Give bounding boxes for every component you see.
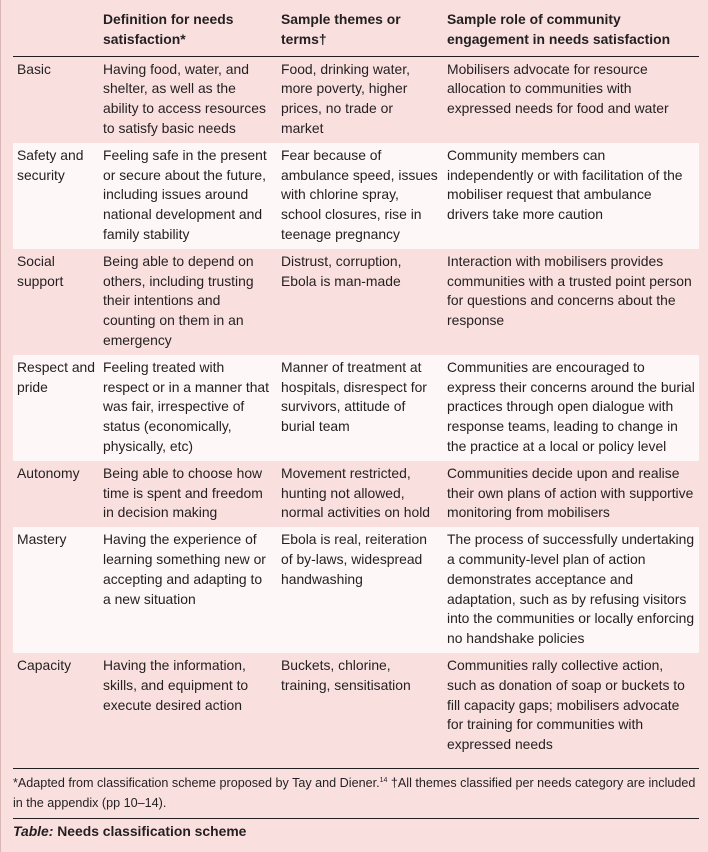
table-row [13, 527, 699, 653]
table-row [13, 653, 699, 759]
footnote-reference: 14 [379, 777, 388, 784]
row-themes: Ebola is real, reiteration of by-laws, widespread handwashing [277, 527, 443, 653]
row-category: Capacity [17, 656, 72, 673]
footnote-text-2: †All themes classified per needs category are included in the appendix (pp 10–14). [13, 776, 696, 811]
row-definition: Having the information, skills, and equipment to execute desired action [103, 656, 249, 713]
row-definition: Being able to depend on others, including trusting their intentions and counting on them in an emergency [103, 252, 254, 348]
row-definition: Feeling safe in the present or secure about the future, including issues around national development and family stability [99, 143, 277, 249]
row-category: Mastery [13, 527, 99, 653]
header-role: Sample role of community engagement in needs satisfaction [443, 4, 699, 56]
row-category: Respect and pride [13, 355, 99, 461]
footnote-text: *Adapted from classification scheme proposed by Tay and Diener. [13, 776, 380, 791]
row-definition: Being able to choose how time is spent and freedom in decision making [103, 464, 263, 521]
table-row [13, 56, 699, 143]
table-row [13, 355, 699, 461]
table-caption [13, 818, 699, 839]
row-role: Mobilisers advocate for resource allocation to communities with expressed needs for food and water [447, 60, 669, 117]
row-category: Safety and security [13, 143, 99, 249]
row-category: Social support [17, 252, 64, 289]
table-row [13, 461, 699, 527]
row-role: Communities rally collective action, such as donation of soap or buckets to fill capacity gaps; mobilisers advocate for training for communities with expressed needs [447, 656, 685, 753]
needs-table [13, 4, 699, 759]
row-role: Community members can independently or with facilitation of the mobiliser request that ambulance drivers take more caution [443, 143, 699, 249]
table-row [13, 249, 699, 355]
row-role: Communities are encouraged to express their concerns around the burial practices through open dialogue with response teams, leading to change in the practice at a local or policy level [443, 355, 699, 461]
row-themes: Distrust, corruption, Ebola is man-made [281, 252, 402, 289]
row-definition: Having food, water, and shelter, as well as the ability to access resources to satisfy basic needs [103, 60, 266, 136]
header-category [13, 4, 99, 56]
table-row [13, 143, 699, 249]
caption-title: Needs classification scheme [53, 823, 247, 839]
row-themes: Fear because of ambulance speed, issues with chlorine spray, school closures, rise in teenage pregnancy [277, 143, 443, 249]
header-themes: Sample themes or terms† [277, 4, 443, 56]
table-header-row [13, 4, 699, 56]
row-role: Interaction with mobilisers provides communities with a trusted point person for questions and concerns about the response [447, 252, 692, 329]
row-themes: Food, drinking water, more poverty, higher prices, no trade or market [281, 60, 410, 136]
caption-label: Table: [13, 823, 54, 839]
row-themes: Buckets, chlorine, training, sensitisation [281, 656, 411, 693]
table-footnote [13, 768, 699, 813]
row-definition: Having the experience of learning something new or accepting and adapting to a new situation [99, 527, 277, 653]
row-themes: Movement restricted, hunting not allowed, normal activities on hold [281, 464, 431, 521]
row-category: Basic [17, 60, 51, 77]
row-definition: Feeling treated with respect or in a manner that was fair, irrespective of status (economically, physically, etc) [99, 355, 277, 461]
row-category: Autonomy [17, 464, 80, 481]
row-role: The process of successfully undertaking a community-level plan of action demonstrates acceptance and adaptation, such as by refusing visitors into the communities or locally enforcing no handshake policies [443, 527, 699, 653]
row-role: Communities decide upon and realise their own plans of action with supportive monitoring from mobilisers [447, 464, 694, 521]
header-definition: Definition for needs satisfaction* [99, 4, 277, 56]
row-themes: Manner of treatment at hospitals, disrespect for survivors, attitude of burial team [277, 355, 443, 461]
